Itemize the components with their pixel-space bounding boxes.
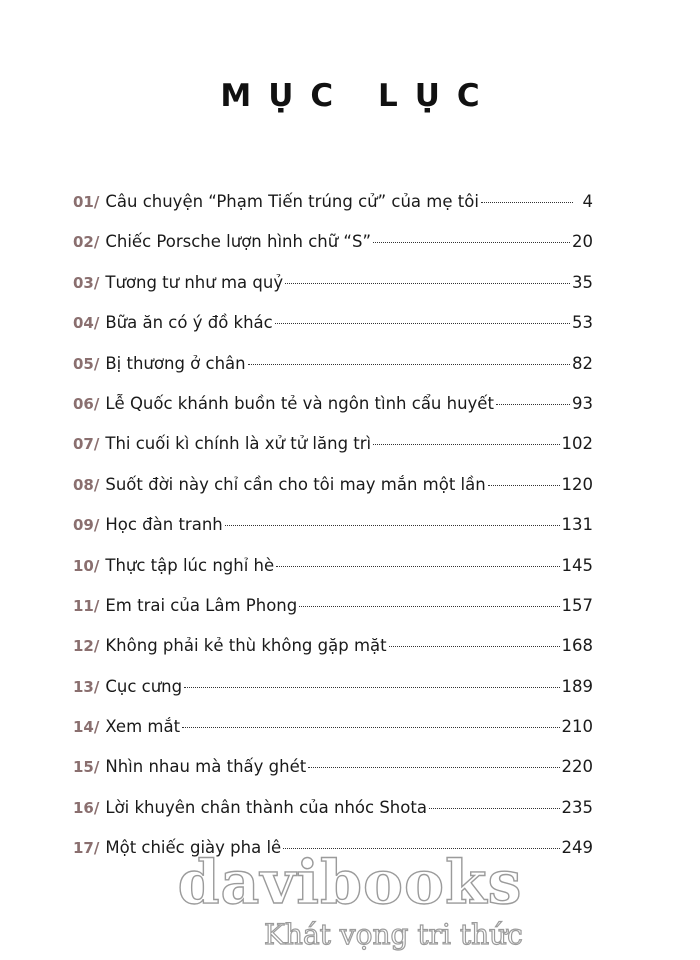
dot-leader xyxy=(225,525,560,526)
page-number: 102 xyxy=(561,434,593,454)
toc-entry xyxy=(73,354,593,394)
dot-leader xyxy=(299,606,559,607)
dot-leader xyxy=(275,323,570,324)
chapter-title: Lễ Quốc khánh buồn tẻ và ngôn tình cẩu huyết xyxy=(105,393,494,413)
page-number: 249 xyxy=(561,838,593,858)
page-number: 93 xyxy=(572,393,593,413)
toc-entry xyxy=(73,636,593,676)
page-number: 145 xyxy=(561,555,593,575)
dot-leader xyxy=(481,202,573,203)
chapter-title: Tương tư như ma quỷ xyxy=(105,272,284,292)
chapter-number: 07/ xyxy=(73,435,100,454)
chapter-number: 08/ xyxy=(73,475,100,494)
toc-entry xyxy=(73,757,593,797)
chapter-number: 11/ xyxy=(73,596,100,615)
chapter-title: Một chiếc giày pha lê xyxy=(105,838,282,858)
chapter-title: Thi cuối kì chính là xử tử lăng trì xyxy=(105,434,372,454)
chapter-number: 13/ xyxy=(73,677,100,696)
toc-entry xyxy=(73,273,593,313)
toc-entry xyxy=(73,394,593,434)
toc-entry xyxy=(73,798,593,838)
watermark-tagline: Khát vọng tri thức xyxy=(264,918,523,951)
page-number: 220 xyxy=(561,757,593,777)
page-number: 168 xyxy=(561,636,593,656)
chapter-title: Xem mắt xyxy=(105,717,181,737)
table-of-contents xyxy=(73,192,593,879)
dot-leader xyxy=(488,485,560,486)
chapter-number: 09/ xyxy=(73,516,100,535)
toc-entry xyxy=(73,434,593,474)
watermark-brand: davibooks xyxy=(177,848,523,918)
page-number: 20 xyxy=(572,232,593,252)
page-number: 4 xyxy=(582,192,593,211)
page-number: 210 xyxy=(561,717,593,737)
dot-leader xyxy=(373,242,570,243)
page-number: 131 xyxy=(561,515,593,535)
chapter-number: 01/ xyxy=(73,193,100,211)
dot-leader xyxy=(389,646,560,647)
page-number: 53 xyxy=(572,313,593,333)
dot-leader xyxy=(429,808,560,809)
dot-leader xyxy=(308,767,559,768)
dot-leader xyxy=(285,283,570,284)
toc-entry xyxy=(73,556,593,596)
chapter-number: 14/ xyxy=(73,718,100,737)
dot-leader xyxy=(373,444,559,445)
chapter-title: Bữa ăn có ý đồ khác xyxy=(105,313,273,333)
page-number: 235 xyxy=(561,797,593,817)
chapter-number: 16/ xyxy=(73,798,100,817)
toc-entry xyxy=(73,717,593,757)
chapter-number: 10/ xyxy=(73,556,100,575)
page-title: MỤC LỤC xyxy=(220,78,497,114)
dot-leader xyxy=(276,566,559,567)
page-number: 82 xyxy=(572,353,593,373)
dot-leader xyxy=(248,364,570,365)
chapter-number: 15/ xyxy=(73,758,100,777)
chapter-title: Thực tập lúc nghỉ hè xyxy=(105,555,275,575)
page-number: 35 xyxy=(572,272,593,292)
page-number: 120 xyxy=(561,474,593,494)
chapter-title: Chiếc Porsche lượn hình chữ “S” xyxy=(105,232,371,252)
chapter-title: Lời khuyên chân thành của nhóc Shota xyxy=(105,797,427,817)
chapter-number: 17/ xyxy=(73,839,100,858)
chapter-title: Câu chuyện “Phạm Tiến trúng cử” của mẹ tôi xyxy=(105,192,479,211)
chapter-number: 02/ xyxy=(73,233,100,252)
chapter-title: Nhìn nhau mà thấy ghét xyxy=(105,757,307,777)
toc-entry xyxy=(73,232,593,272)
dot-leader xyxy=(496,404,570,405)
chapter-number: 04/ xyxy=(73,314,100,333)
chapter-number: 03/ xyxy=(73,273,100,292)
toc-entry xyxy=(73,192,593,232)
chapter-title: Em trai của Lâm Phong xyxy=(105,595,298,615)
toc-entry xyxy=(73,677,593,717)
chapter-title: Suốt đời này chỉ cần cho tôi may mắn một lần xyxy=(105,474,486,494)
chapter-title: Cục cưng xyxy=(105,676,183,696)
chapter-number: 12/ xyxy=(73,637,100,656)
chapter-title: Học đàn tranh xyxy=(105,515,223,535)
chapter-title: Bị thương ở chân xyxy=(105,353,246,373)
toc-entry xyxy=(73,313,593,353)
toc-entry xyxy=(73,596,593,636)
page-number: 157 xyxy=(561,595,593,615)
dot-leader xyxy=(182,727,559,728)
chapter-number: 06/ xyxy=(73,394,100,413)
toc-entry xyxy=(73,475,593,515)
chapter-number: 05/ xyxy=(73,354,100,373)
toc-entry xyxy=(73,515,593,555)
chapter-title: Không phải kẻ thù không gặp mặt xyxy=(105,636,387,656)
page-number: 189 xyxy=(561,676,593,696)
dot-leader xyxy=(184,687,559,688)
